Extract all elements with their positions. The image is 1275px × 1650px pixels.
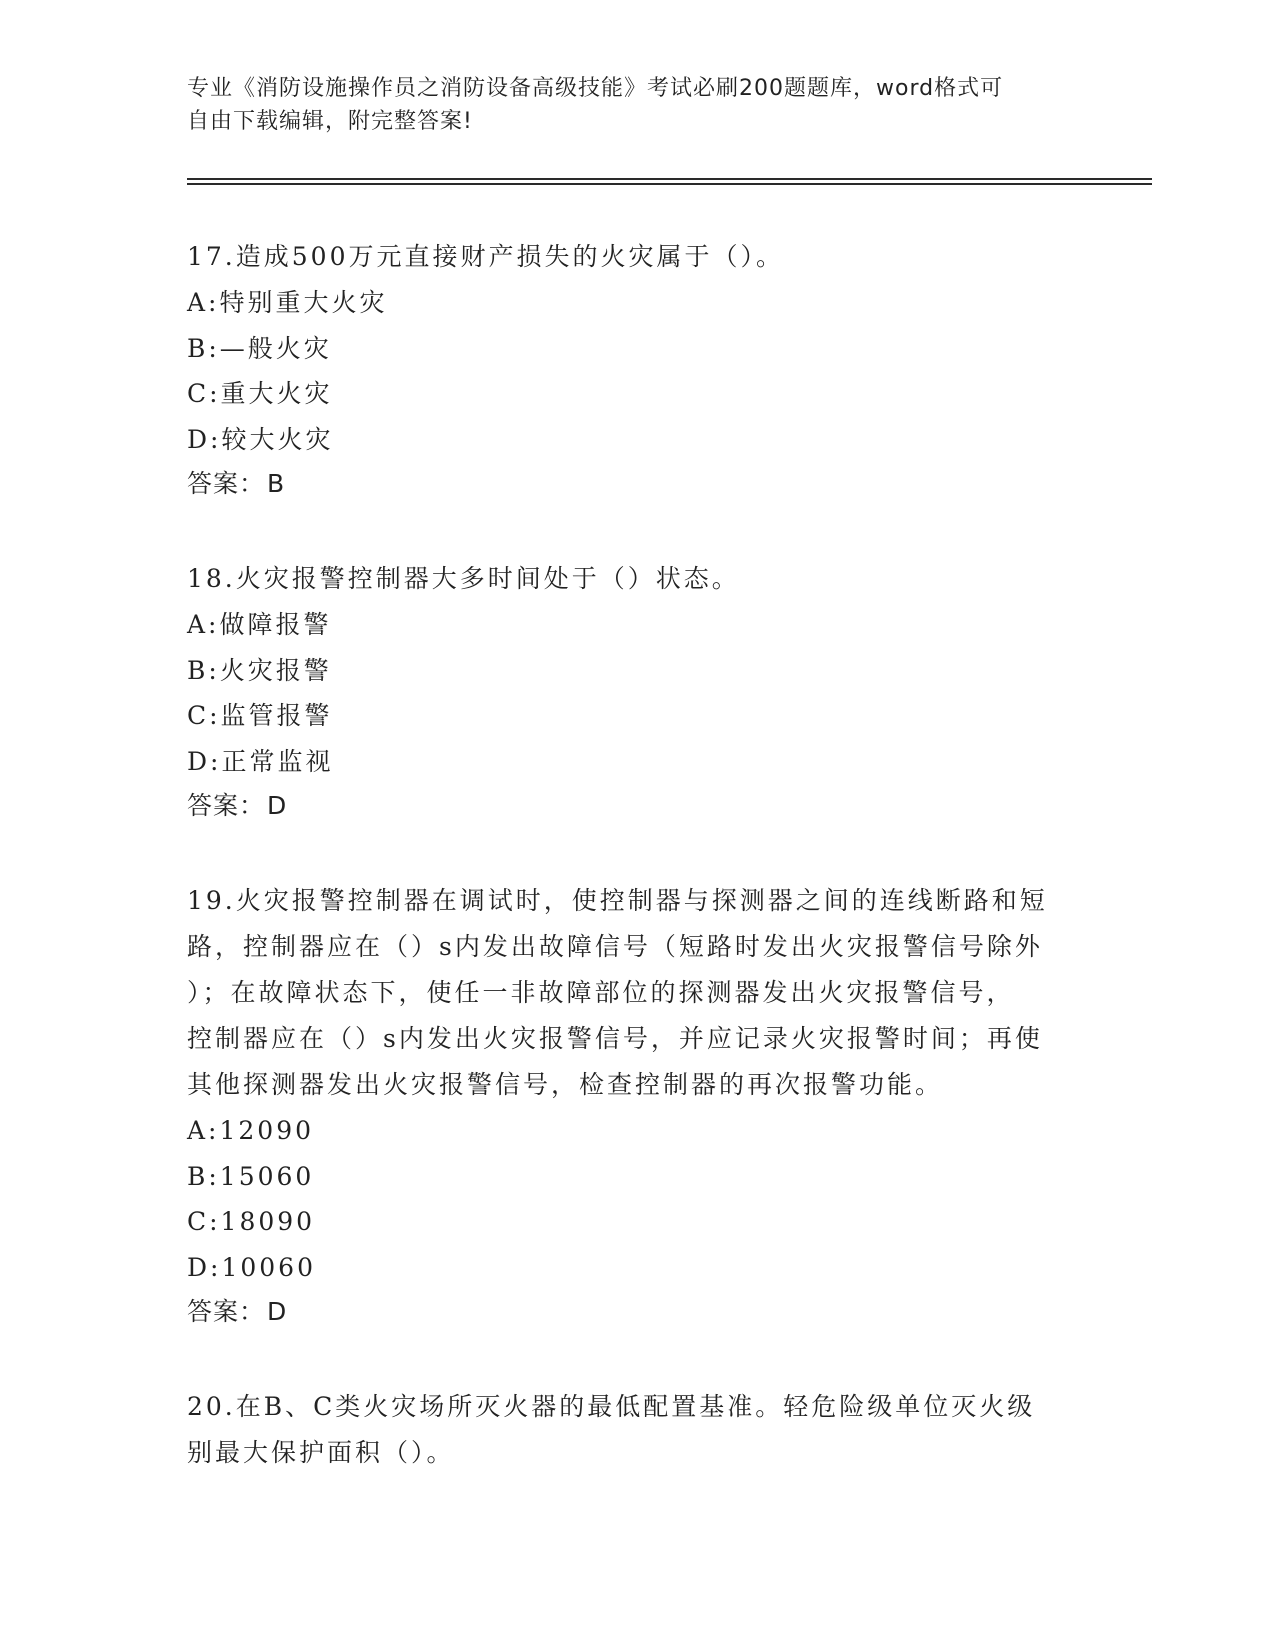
document-header	[187, 72, 1087, 138]
question-17	[187, 234, 1087, 506]
option-b: B:—般火灾	[187, 333, 332, 363]
answer-line	[187, 1290, 1087, 1334]
option-b: B:15060	[187, 1161, 315, 1191]
option-d: D:较大火灾	[187, 424, 334, 454]
answer-label: 答案：	[187, 1297, 266, 1326]
answer-value: D	[267, 1297, 288, 1326]
header-line-2: 自由下载编辑，附完整答案!	[187, 109, 473, 134]
question-19	[187, 878, 1087, 1334]
question-stem-line: 18.火灾报警控制器大多时间处于（）状态。	[187, 564, 740, 593]
question-stem-line: 20.在B、C类火灾场所灭火器的最低配置基准。轻危险级单位灭火级	[187, 1392, 1036, 1421]
answer-value: B	[267, 469, 286, 498]
option-d: D:正常监视	[187, 746, 334, 776]
option-d: D:10060	[187, 1252, 316, 1282]
answer-label: 答案：	[187, 791, 266, 820]
question-stem-line: 路，控制器应在（）s内发出故障信号（短路时发出火灾报警信号除外	[187, 932, 1043, 961]
header-line-1: 专业《消防设施操作员之消防设备高级技能》考试必刷200题题库，word格式可	[187, 76, 1004, 101]
question-stem-line: 其他探测器发出火灾报警信号，检查控制器的再次报警功能。	[187, 1070, 944, 1099]
question-stem-line: 19.火灾报警控制器在调试时，使控制器与探测器之间的连线断路和短	[187, 886, 1048, 915]
answer-value: D	[267, 791, 288, 820]
answer-line	[187, 784, 1087, 828]
question-stem-line: 别最大保护面积（）。	[187, 1438, 455, 1467]
header-divider-bottom	[187, 183, 1152, 185]
question-stem-line: ）；在故障状态下，使任一非故障部位的探测器发出火灾报警信号，	[187, 978, 1015, 1007]
option-c: C:监管报警	[187, 701, 333, 730]
question-list	[187, 234, 1087, 1526]
option-a: A:特别重大火灾	[187, 288, 388, 317]
option-a: A:做障报警	[187, 610, 332, 639]
option-a: A:12090	[187, 1116, 315, 1145]
header-divider-top	[187, 178, 1152, 180]
option-c: C:重大火灾	[187, 379, 333, 408]
answer-label: 答案：	[187, 469, 266, 498]
question-stem-line: 控制器应在（）s内发出火灾报警信号，并应记录火灾报警时间；再使	[187, 1024, 1043, 1053]
question-20	[187, 1384, 1087, 1476]
option-b: B:火灾报警	[187, 655, 332, 685]
question-stem-line: 17.造成500万元直接财产损失的火灾属于（）。	[187, 242, 784, 271]
answer-line	[187, 462, 1087, 506]
option-c: C:18090	[187, 1207, 316, 1236]
question-18	[187, 556, 1087, 828]
